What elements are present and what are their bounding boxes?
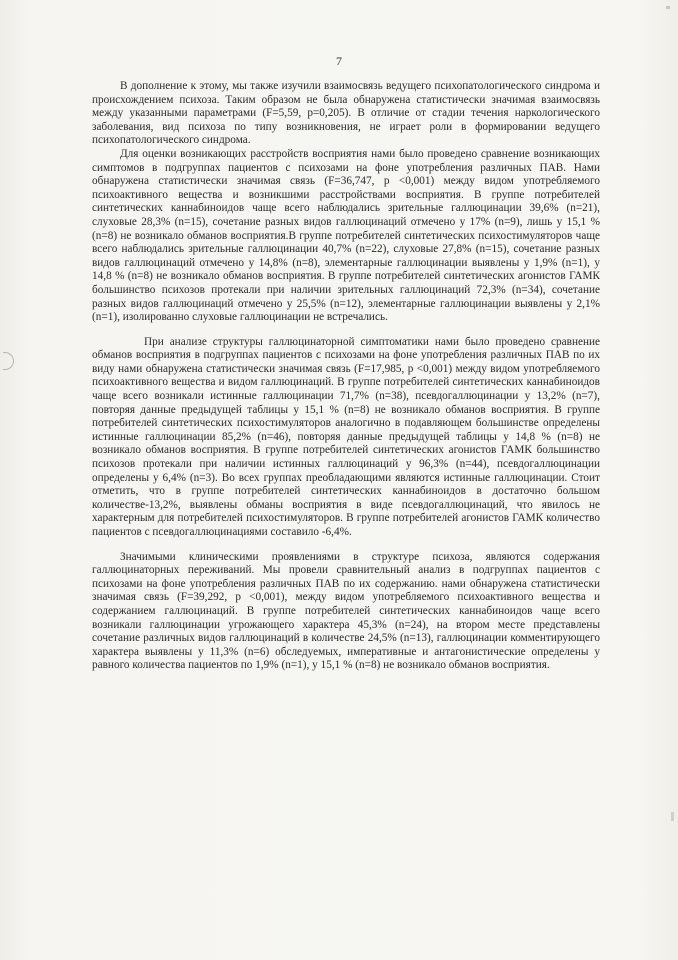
document-body [92,80,600,673]
paragraph: В дополнение к этому, мы также изучили взаимосвязь ведущего психопатологического синдрома и происхождением психоза. Таким образом не была обнаружена статистически значимая взаимосвязь между указанными параметрами (F=5,59, p=0,205). В отличие от стадии течения наркологического заболевания, вид психоза по типу возникновения, не играет роли в формировании ведущего психопатологического синдрома. [92,80,600,147]
paragraph: При анализе структуры галлюцинаторной симптоматики нами было проведено сравнение обманов восприятия в подгруппах пациентов с психозами на фоне употребления различных ПАВ по их виду нами обнаружена статистически значимая связь (F=17,985, p <0,001) между видом употребляемого психоактивного вещества и видом галлюцинаций. В группе потребителей синтетических каннабиноидов чаще всего возникали истинные галлюцинации 71,7% (n=38), псевдогаллюцинации у 13,2% (n=7), повторяя данные предыдущей таблицы у 15,1 % (n=8) не возникало обманов восприятия. В группе потребителей синтетических психостимуляторов аналогично в подавляющем большинстве определены истинные галлюцинации 85,2% (n=46), повторяя данные предыдущей таблицы у 14,8 % (n=8) не возникало обманов восприятия. В группе потребителей синтетических агонистов ГАМК большинство психозов протекали при наличии истинных галлюцинаций у 96,3% (n=44), псевдогаллюцинации определены у 6,4% (n=3). Во всех группах преобладающими являются истинные галлюцинации. Стоит отметить, что в группе потребителей синтетических каннабиноидов в достаточно большом количестве-13,2%, выявлены обманы восприятия в виде псевдогаллюцинаций, что явилось не характерным для потребителей психостимуляторов. В группе потребителей агонистов ГАМК количество пациентов с псевдогаллюцинациями составило -6,4%. [92,335,600,538]
paragraph: Значимыми клиническими проявлениями в структуре психоза, являются содержания галлюцинаторных переживаний. Мы провели сравнительный анализ в подгруппах пациентов с психозами на фоне употребления различных ПАВ по их содержанию. нами обнаружена статистически значимая связь (F=39,292, p <0,001), между видом употребляемого психоактивного вещества и содержанием галлюцинаций. В группе потребителей синтетических каннабиноидов чаще всего возникали галлюцинации угрожающего характера 45,3% (n=24), на втором месте представлены сочетание различных видов галлюцинаций в количестве 24,5% (n=13), галлюцинации комментирующего характера выявлены у 11,3% (n=6) обследуемых, императивные и антагонистические определены у равного количества пациентов по 1,9% (n=1), у 15,1 % (n=8) не возникало обманов восприятия. [92,550,600,672]
page-number: 7 [336,54,342,68]
punch-hole [3,352,14,370]
scan-artifact [666,6,670,9]
scan-artifact [671,812,674,821]
paragraph: Для оценки возникающих расстройств восприятия нами было проведено сравнение возникающих симптомов в подгруппах пациентов с психозами на фоне употребления различных ПАВ. Нами обнаружена статистически значимая связь (F=36,747, p <0,001) между видом употребляемого психоактивного вещества и возникшими расстройствами восприятия. В группе потребителей синтетических каннабиноидов чаще всего наблюдались зрительные галлюцинации 39,6% (n=21), слуховые 28,3% (n=15), сочетание разных видов галлюцинаций отмечено у 17% (n=9), лишь у 15,1 % (n=8) не возникало обманов восприятия.В группе потребителей синтетических психостимуляторов чаще всего наблюдались зрительные галлюцинации 40,7% (n=22), слуховые 27,8% (n=15), сочетание разных видов галлюцинаций отмечено у 14,8% (n=8), элементарные галлюцинации выявлены у 1,9% (n=1), у 14,8 % (n=8) не возникало обманов восприятия. В группе потребителей синтетических агонистов ГАМК большинство психозов протекали при наличии зрительных галлюцинаций 72,3% (n=34), сочетание разных видов галлюцинаций отмечено у 25,5% (n=12), элементарные галлюцинации выявлены у 2,1% (n=1), изолированно слуховые галлюцинации не встречались. [92,147,600,324]
